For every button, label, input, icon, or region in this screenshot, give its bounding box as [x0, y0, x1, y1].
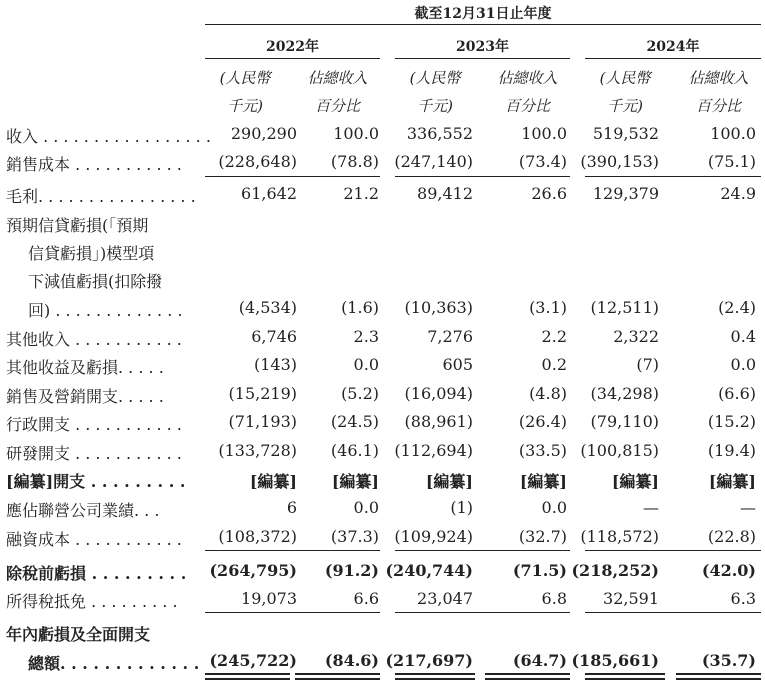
- cell: (118,572): [580, 527, 659, 546]
- rule: [205, 550, 380, 551]
- cell: (26.4): [518, 412, 567, 431]
- row-label-total-loss-line2: 總額. . . . . . . . . . . . .: [28, 654, 200, 673]
- rule: [585, 550, 761, 551]
- cell: [編纂]: [249, 472, 297, 491]
- cell: (84.6): [324, 651, 379, 670]
- row-label-ecl-line1: 預期信貸虧損(「預期: [6, 216, 149, 235]
- cell: (32.7): [518, 527, 567, 546]
- cell: 100.0: [333, 124, 379, 143]
- sub-pct-2022-2: 百分比: [314, 97, 360, 115]
- cell: 0.0: [730, 355, 756, 374]
- row-label-cost-of-sales: 銷售成本 . . . . . . . . . . .: [6, 155, 182, 174]
- double-rule: [485, 673, 570, 680]
- cell: (185,661): [571, 651, 659, 670]
- double-rule: [585, 673, 665, 680]
- cell: (143): [253, 355, 297, 374]
- cell: (4,534): [238, 298, 297, 317]
- rule: [395, 612, 570, 613]
- cell: (228,648): [218, 152, 297, 171]
- year-rule-2023: [395, 58, 570, 59]
- cell: 26.6: [531, 184, 567, 203]
- row-label-other-income: 其他收入 . . . . . . . . . . .: [6, 330, 182, 349]
- year-2022: 2022年: [266, 39, 319, 55]
- cell: —: [643, 498, 659, 517]
- cell: (24.5): [330, 412, 379, 431]
- cell: 21.2: [343, 184, 379, 203]
- cell: [編纂]: [425, 472, 473, 491]
- cell: 32,591: [603, 589, 659, 608]
- rule: [395, 550, 570, 551]
- cell: 336,552: [406, 124, 473, 143]
- cell: (4.8): [529, 384, 567, 403]
- double-rule: [676, 673, 761, 680]
- year-2024: 2024年: [646, 39, 700, 55]
- sub-rmb-2024-2: 千元): [607, 97, 643, 115]
- row-label-revenue: 收入 . . . . . . . . . . . . . . . . .: [6, 127, 211, 146]
- cell: (19.4): [707, 441, 756, 460]
- cell: 0.0: [353, 355, 379, 374]
- rule: [585, 176, 761, 177]
- cell: (218,252): [571, 561, 659, 580]
- row-label-redacted-expenses: [編纂]開支 . . . . . . . . .: [6, 472, 186, 491]
- header-rule: [205, 24, 761, 25]
- cell: 61,642: [241, 184, 297, 203]
- row-label-associates: 應佔聯營公司業績. . .: [6, 501, 160, 520]
- row-label-ecl-line4: 回) . . . . . . . . . . . . .: [28, 301, 183, 320]
- cell: —: [740, 498, 756, 517]
- cell: 2,322: [613, 327, 659, 346]
- cell: (88,961): [404, 412, 473, 431]
- cell: 100.0: [521, 124, 567, 143]
- row-label-income-tax-credit: 所得稅抵免 . . . . . . . . .: [6, 592, 178, 611]
- year-rule-2022: [205, 58, 380, 59]
- cell: 7,276: [427, 327, 473, 346]
- cell: (112,694): [394, 441, 473, 460]
- cell: (240,744): [385, 561, 473, 580]
- cell: (22.8): [707, 527, 756, 546]
- sub-rmb-2023-1: (人民幣: [409, 69, 461, 87]
- cell: [編纂]: [519, 472, 567, 491]
- row-label-ecl-line3: 下減值虧損(扣除撥: [28, 272, 163, 291]
- cell: (46.1): [330, 441, 379, 460]
- sub-rmb-2022-2: 千元): [227, 97, 263, 115]
- cell: 6: [286, 498, 297, 517]
- cell: (75.1): [707, 152, 756, 171]
- cell: 6.8: [541, 589, 567, 608]
- cell: (133,728): [218, 441, 297, 460]
- cell: 2.3: [353, 327, 379, 346]
- cell: (73.4): [518, 152, 567, 171]
- row-label-selling-expenses: 銷售及營銷開支. . . . .: [6, 387, 164, 406]
- cell: (247,140): [394, 152, 473, 171]
- row-label-gross-profit: 毛利. . . . . . . . . . . . . . . .: [6, 187, 196, 206]
- row-label-rnd-expenses: 研發開支 . . . . . . . . . . .: [6, 444, 182, 463]
- cell: (3.1): [529, 298, 567, 317]
- cell: (12,511): [590, 298, 659, 317]
- cell: (34,298): [590, 384, 659, 403]
- cell: 6.3: [730, 589, 756, 608]
- cell: (42.0): [701, 561, 756, 580]
- rule: [205, 176, 380, 177]
- sub-pct-2022-1: 佔總收入: [307, 69, 368, 87]
- sub-pct-2024-2: 百分比: [695, 97, 741, 115]
- year-rule-2024: [585, 58, 761, 59]
- cell: 129,379: [592, 184, 659, 203]
- cell: 0.2: [541, 355, 567, 374]
- cell: (78.8): [330, 152, 379, 171]
- cell: (15.2): [707, 412, 756, 431]
- period-title: 截至12月31日止年度: [414, 6, 552, 22]
- cell: 0.0: [353, 498, 379, 517]
- cell: (79,110): [590, 412, 659, 431]
- cell: 0.4: [730, 327, 756, 346]
- sub-rmb-2022-1: (人民幣: [219, 69, 271, 87]
- cell: 0.0: [541, 498, 567, 517]
- cell: (1.6): [341, 298, 379, 317]
- cell: 290,290: [230, 124, 297, 143]
- cell: 6.6: [353, 589, 379, 608]
- cell: (109,924): [394, 527, 473, 546]
- cell: (108,372): [218, 527, 297, 546]
- double-rule: [395, 673, 475, 680]
- cell: (91.2): [324, 561, 379, 580]
- cell: (5.2): [341, 384, 379, 403]
- cell: [編纂]: [611, 472, 659, 491]
- cell: (2.4): [718, 298, 756, 317]
- cell: 2.2: [541, 327, 567, 346]
- cell: (7): [636, 355, 659, 374]
- sub-rmb-2024-1: (人民幣: [599, 69, 651, 87]
- cell: 19,073: [241, 589, 297, 608]
- row-label-total-loss-line1: 年內虧損及全面開支: [6, 625, 151, 644]
- cell: (245,722): [209, 651, 297, 670]
- rule: [205, 612, 380, 613]
- cell: 24.9: [720, 184, 756, 203]
- cell: 23,047: [417, 589, 473, 608]
- cell: (100,815): [580, 441, 659, 460]
- cell: 519,532: [592, 124, 659, 143]
- rule: [395, 176, 570, 177]
- cell: (6.6): [718, 384, 756, 403]
- cell: (16,094): [404, 384, 473, 403]
- row-label-finance-costs: 融資成本 . . . . . . . . . . .: [6, 530, 182, 549]
- cell: (264,795): [209, 561, 297, 580]
- cell: (71.5): [512, 561, 567, 580]
- rule: [585, 612, 761, 613]
- cell: (64.7): [512, 651, 567, 670]
- cell: (10,363): [404, 298, 473, 317]
- cell: (71,193): [228, 412, 297, 431]
- sub-pct-2024-1: 佔總收入: [688, 69, 749, 87]
- cell: [編纂]: [331, 472, 379, 491]
- cell: (217,697): [385, 651, 473, 670]
- cell: 6,746: [251, 327, 297, 346]
- row-label-other-gains: 其他收益及虧損. . . . .: [6, 358, 164, 377]
- cell: (390,153): [580, 152, 659, 171]
- cell: [編纂]: [708, 472, 756, 491]
- cell: 100.0: [710, 124, 756, 143]
- double-rule: [205, 673, 290, 680]
- cell: (33.5): [518, 441, 567, 460]
- row-label-ecl-line2: 信貸虧損」)模型項: [28, 244, 155, 263]
- cell: (15,219): [228, 384, 297, 403]
- cell: 605: [442, 355, 473, 374]
- row-label-loss-before-tax: 除稅前虧損 . . . . . . . . .: [6, 564, 187, 583]
- cell: 89,412: [417, 184, 473, 203]
- sub-rmb-2023-2: 千元): [417, 97, 453, 115]
- cell: (1): [450, 498, 473, 517]
- cell: (35.7): [701, 651, 756, 670]
- year-2023: 2023年: [456, 39, 509, 55]
- cell: (37.3): [330, 527, 379, 546]
- sub-pct-2023-2: 百分比: [504, 97, 550, 115]
- row-label-admin-expenses: 行政開支 . . . . . . . . . . .: [6, 415, 182, 434]
- sub-pct-2023-1: 佔總收入: [497, 69, 558, 87]
- double-rule: [295, 673, 380, 680]
